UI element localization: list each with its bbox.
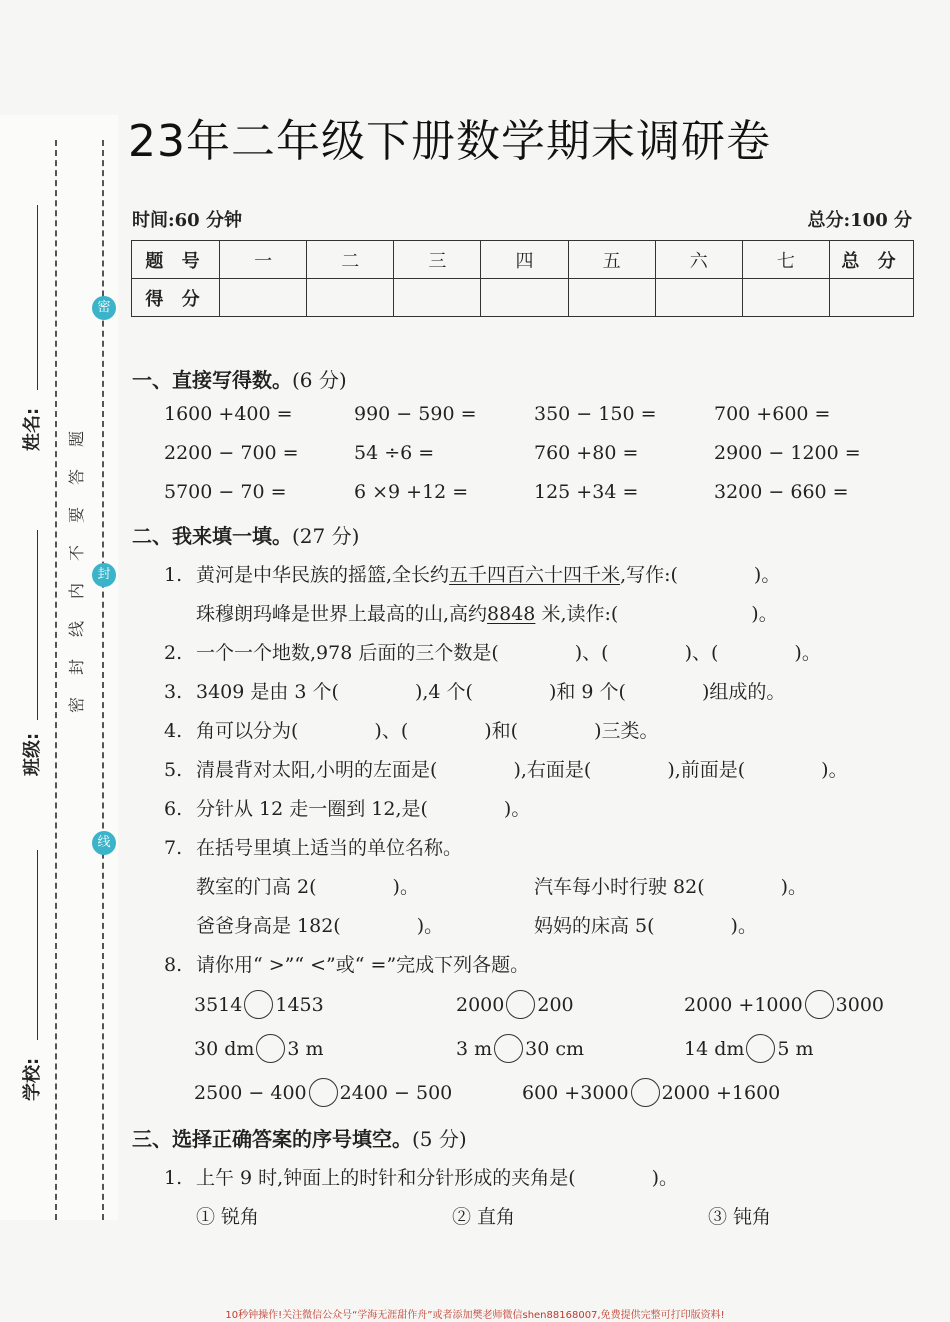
note-char: 内	[67, 583, 86, 600]
compare-item	[194, 990, 324, 1019]
score-header-cell: 四	[481, 241, 568, 279]
note-char: 密	[67, 697, 86, 714]
note-char: 封	[67, 659, 86, 676]
question-number: 2.	[164, 642, 183, 664]
score-header-cell: 题 号	[132, 241, 220, 279]
section-3-title: 三、选择正确答案的序号填空。	[132, 1127, 412, 1151]
compare-answer-circle[interactable]	[805, 990, 834, 1019]
compare-answer-circle[interactable]	[631, 1078, 660, 1107]
score-table-score-row	[132, 279, 914, 317]
compare-right: 1453	[275, 993, 324, 1016]
question-text: 在括号里填上适当的单位名称。	[196, 837, 463, 859]
score-row-label: 得 分	[132, 279, 220, 317]
calc-item: 6 ×9 +12 =	[354, 481, 469, 503]
section-3-heading	[132, 1123, 467, 1152]
underlined-text: 五千四百六十四千米	[449, 564, 621, 586]
calc-item: 125 +34 =	[534, 481, 639, 503]
binding-note	[66, 420, 88, 724]
question-2-5	[164, 755, 848, 782]
underlined-text: 8848	[487, 603, 536, 625]
section-1-points: (6 分)	[292, 368, 347, 392]
option-a[interactable]: ① 锐角	[196, 1206, 260, 1228]
calc-item: 990 − 590 =	[354, 403, 477, 425]
compare-item	[194, 1034, 324, 1063]
question-2-7a: 教室的门高 2( )。	[196, 876, 419, 898]
question-number: 1.	[164, 1167, 183, 1189]
question-number: 7.	[164, 837, 183, 859]
name-label: 姓名:	[22, 407, 43, 451]
compare-left: 3 m	[456, 1037, 493, 1060]
seal-xian-badge: 线	[92, 831, 116, 855]
compare-item	[522, 1078, 780, 1107]
score-cell[interactable]	[307, 279, 394, 317]
compare-right: 5 m	[777, 1037, 814, 1060]
question-2-4	[164, 716, 658, 743]
compare-right: 3 m	[287, 1037, 324, 1060]
question-number: 1.	[164, 564, 183, 586]
calc-item: 1600 +400 =	[164, 403, 293, 425]
compare-right: 200	[537, 993, 574, 1016]
question-2-7b: 汽车每小时行驶 82( )。	[534, 876, 808, 898]
compare-answer-circle[interactable]	[256, 1034, 285, 1063]
compare-left: 600 +3000	[522, 1081, 629, 1104]
school-label: 学校:	[22, 1057, 43, 1101]
question-text: 珠穆朗玛峰是世界上最高的山,高约	[196, 603, 488, 625]
question-2-1b	[196, 599, 778, 626]
question-number: 8.	[164, 954, 183, 976]
calc-row	[164, 442, 924, 470]
score-cell[interactable]	[655, 279, 742, 317]
section-1-title: 一、直接写得数。	[132, 368, 292, 392]
class-fill-line	[37, 530, 38, 720]
compare-answer-circle[interactable]	[494, 1034, 523, 1063]
question-text: 分针从 12 走一圈到 12,是( )。	[196, 798, 531, 820]
note-char: 题	[67, 431, 86, 448]
compare-right: 3000	[835, 993, 885, 1016]
calc-item: 2900 − 1200 =	[714, 442, 861, 464]
school-fill-line	[37, 850, 38, 1040]
binding-dash-line-outer	[55, 140, 57, 1220]
calc-item: 54 ÷6 =	[354, 442, 435, 464]
compare-answer-circle[interactable]	[506, 990, 535, 1019]
calc-item: 700 +600 =	[714, 403, 831, 425]
question-2-8	[164, 950, 529, 977]
question-2-2	[164, 638, 821, 665]
note-char: 不	[67, 545, 86, 562]
compare-right: 2000 +1600	[661, 1081, 781, 1104]
question-2-7d: 妈妈的床高 5( )。	[534, 915, 757, 937]
compare-item	[456, 1034, 584, 1063]
note-char: 答	[67, 469, 86, 486]
section-2-heading	[132, 520, 359, 549]
calc-row	[164, 403, 924, 431]
compare-left: 2000 +1000	[684, 993, 803, 1016]
section-3-points: (5 分)	[412, 1127, 467, 1151]
section-1-heading	[132, 364, 347, 393]
compare-answer-circle[interactable]	[309, 1078, 338, 1107]
compare-item	[684, 1034, 814, 1063]
option-b[interactable]: ② 直角	[452, 1206, 516, 1228]
page-title: 23年二年级下册数学期末调研卷	[128, 116, 771, 167]
compare-row	[194, 1078, 914, 1110]
question-text: ,写作:( )。	[620, 564, 781, 586]
name-fill-line	[37, 205, 38, 390]
question-2-7c: 爸爸身高是 182( )。	[196, 915, 444, 937]
score-header-cell: 二	[307, 241, 394, 279]
score-header-cell: 六	[655, 241, 742, 279]
calc-row	[164, 481, 924, 509]
score-cell[interactable]	[568, 279, 655, 317]
compare-left: 14 dm	[684, 1037, 745, 1060]
seal-mi-badge: 密	[92, 296, 116, 320]
score-cell[interactable]	[481, 279, 568, 317]
footer-promo-text: 10秒钟操作!关注微信公众号“学海无涯甜作舟”或者添加樊老师微信shen88168007,免费提供完整可打印版资料!	[225, 1310, 725, 1321]
class-label: 班级:	[22, 732, 43, 776]
question-2-6	[164, 794, 530, 821]
calc-item: 3200 − 660 =	[714, 481, 849, 503]
note-char: 要	[67, 507, 86, 524]
question-2-7	[164, 833, 462, 860]
section-2-title: 二、我来填一填。	[132, 524, 292, 548]
compare-right: 2400 − 500	[339, 1081, 453, 1104]
question-text: 米,读作:( )。	[535, 603, 778, 625]
question-2-3	[164, 677, 785, 704]
question-3-1	[164, 1163, 678, 1190]
question-text: 一个一个地数,978 后面的三个数是( )、( )、( )。	[196, 642, 821, 664]
question-text: 上午 9 时,钟面上的时针和分针形成的夹角是( )。	[196, 1167, 679, 1189]
question-number: 6.	[164, 798, 183, 820]
score-table	[131, 240, 914, 317]
question-number: 4.	[164, 720, 183, 742]
compare-right: 30 cm	[525, 1037, 585, 1060]
score-header-cell: 总 分	[830, 241, 914, 279]
score-header-cell: 五	[568, 241, 655, 279]
score-header-cell: 三	[394, 241, 481, 279]
exam-time: 时间:60 分钟	[132, 210, 242, 231]
score-header-cell: 一	[220, 241, 307, 279]
calc-item: 5700 − 70 =	[164, 481, 287, 503]
score-cell[interactable]	[742, 279, 829, 317]
note-char: 线	[67, 621, 86, 638]
question-text: 角可以分为( )、( )和( )三类。	[196, 720, 659, 742]
score-cell[interactable]	[394, 279, 481, 317]
compare-answer-circle[interactable]	[244, 990, 273, 1019]
compare-left: 2000	[456, 993, 505, 1016]
score-header-cell: 七	[742, 241, 829, 279]
calc-item: 350 − 150 =	[534, 403, 657, 425]
question-text: 3409 是由 3 个( ),4 个( )和 9 个( )组成的。	[196, 681, 786, 703]
compare-item	[684, 990, 884, 1019]
option-c[interactable]: ③ 钝角	[708, 1206, 772, 1228]
compare-row	[194, 990, 914, 1022]
calc-item: 760 +80 =	[534, 442, 639, 464]
compare-item	[194, 1078, 452, 1107]
score-cell[interactable]	[830, 279, 914, 317]
question-text: 清晨背对太阳,小明的左面是( ),右面是( ),前面是( )。	[196, 759, 848, 781]
compare-row	[194, 1034, 914, 1066]
score-cell[interactable]	[220, 279, 307, 317]
question-text: 请你用“ >”“ <”或“ =”完成下列各题。	[196, 954, 530, 976]
question-2-1a	[164, 560, 780, 587]
compare-answer-circle[interactable]	[746, 1034, 775, 1063]
compare-item	[456, 990, 574, 1019]
compare-left: 2500 − 400	[194, 1081, 307, 1104]
section-2-points: (27 分)	[292, 524, 360, 548]
compare-left: 30 dm	[194, 1037, 255, 1060]
exam-total-score: 总分:100 分	[807, 210, 912, 231]
score-table-header-row	[132, 241, 914, 279]
question-number: 5.	[164, 759, 183, 781]
calc-item: 2200 − 700 =	[164, 442, 299, 464]
compare-left: 3514	[194, 993, 243, 1016]
question-number: 3.	[164, 681, 183, 703]
question-text: 黄河是中华民族的摇篮,全长约	[196, 564, 450, 586]
seal-feng-badge: 封	[92, 563, 116, 587]
